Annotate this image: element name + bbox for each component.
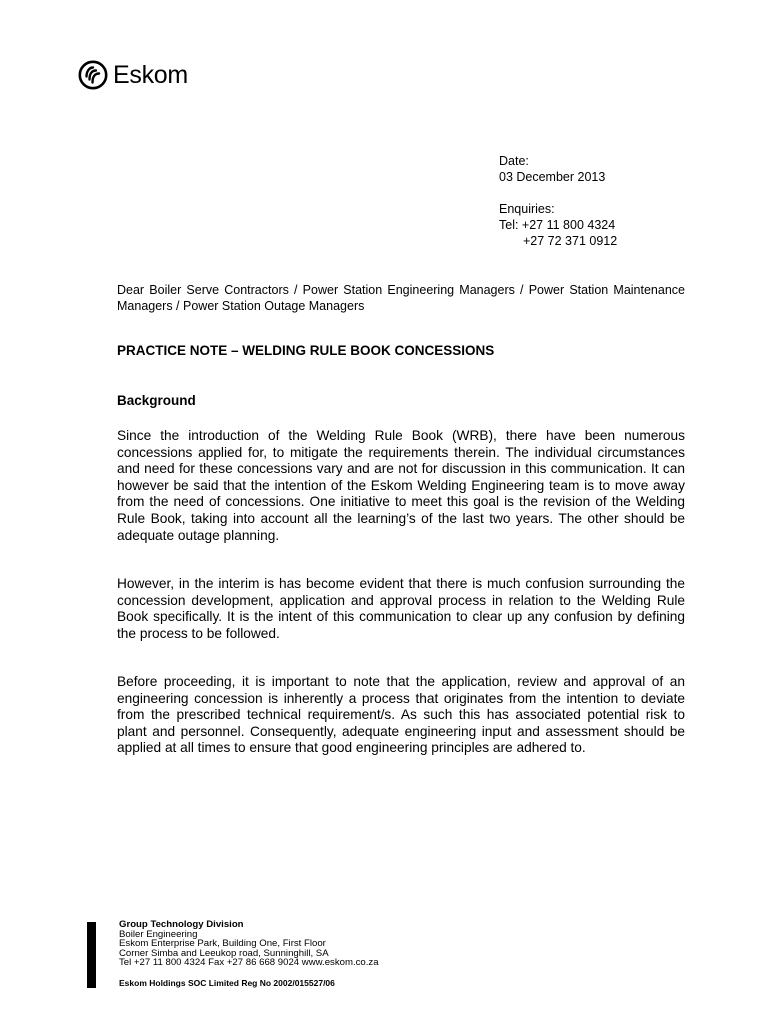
document-title: PRACTICE NOTE – WELDING RULE BOOK CONCESSIONS	[117, 343, 495, 358]
addressee-line: Dear Boiler Serve Contractors / Power Station Engineering Managers / Power Station Maintenance Managers / Power Station Outage Managers	[117, 283, 685, 313]
body-paragraph: Since the introduction of the Welding Rule Book (WRB), there have been numerous concessions applied for, to mitigate the requirements therein. The individual circumstances and need for these concessions vary and are not for discussion in this communication. It can however be said that the intention of the Eskom Welding Engineering team is to move away from the need of concessions. One initiative to meet this goal is the revision of the Welding Rule Book, taking into account all the learning’s of the last two years. The other should be adequate outage planning.	[117, 428, 685, 543]
footer-bar	[87, 922, 96, 988]
logo-wordmark: Eskom	[113, 60, 188, 89]
telephone-primary: Tel: +27 11 800 4324	[499, 218, 616, 232]
footer-address-line: Eskom Enterprise Park, Building One, First Floor	[119, 938, 326, 950]
letter-meta	[499, 153, 617, 249]
telephone-secondary: +27 72 371 0912	[523, 234, 618, 248]
date-value: 03 December 2013	[499, 170, 606, 184]
footer-registration: Eskom Holdings SOC Limited Reg No 2002/015527/06	[119, 978, 335, 988]
enquiries-label: Enquiries:	[499, 202, 555, 216]
body-paragraph: However, in the interim is has become evident that there is much confusion surrounding the concession development, application and approval process in relation to the Welding Rule Book specifically. It is the intent of this communication to clear up any confusion by defining the process to be followed.	[117, 576, 685, 641]
date-label: Date:	[499, 154, 529, 168]
body-paragraph: Before proceeding, it is important to note that the application, review and approval of an engineering concession is inherently a process that originates from the intention to deviate from the prescribed technical requirement/s. As such this has associated potential risk to plant and personnel. Consequently, adequate engineering input and assessment should be applied at all times to ensure that good engineering principles are adhered to.	[117, 674, 685, 756]
section-heading-background: Background	[117, 393, 196, 408]
footer-address-line: Corner Simba and Leeukop road, Sunninghill, SA	[119, 947, 329, 959]
footer-division: Group Technology Division	[119, 919, 244, 930]
eskom-emblem-icon	[78, 60, 108, 90]
footer-address-block	[119, 920, 379, 968]
footer-contact: Tel +27 11 800 4324 Fax +27 86 668 9024 www.eskom.co.za	[119, 957, 379, 969]
eskom-logo	[78, 58, 188, 92]
footer-department: Boiler Engineering	[119, 928, 198, 940]
